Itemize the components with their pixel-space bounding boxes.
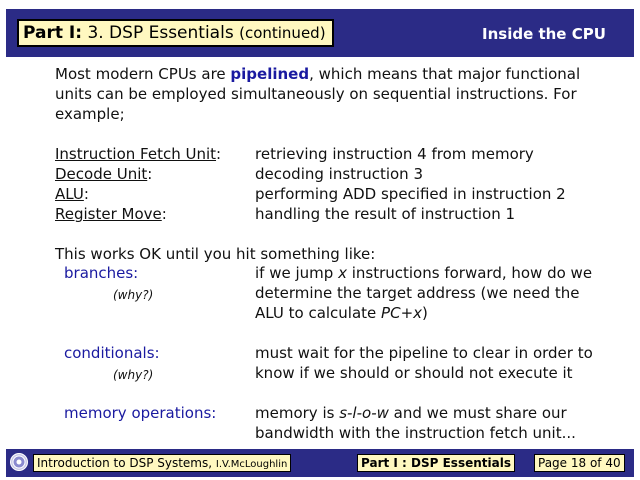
pipeline-unit [55,184,89,204]
hazards-intro: This works OK until you hit something like: [55,245,376,263]
unit-name: Register Move [55,205,162,223]
section-title: Inside the CPU [482,25,606,43]
pipeline-desc: retrieving instruction 4 from memory [255,145,534,163]
pipeline-desc: performing ADD specified in instruction 2 [255,185,566,203]
pipeline-unit [55,204,167,224]
branches-label: branches: [64,264,139,282]
slide-title [17,19,334,47]
text: if we jump [255,264,339,282]
pipelined-keyword: pipelined [230,65,310,83]
university-logo-icon [10,453,28,471]
conditionals-label: conditionals: [64,344,160,362]
var-x: x [338,264,347,282]
pipeline-desc: handling the result of instruction 1 [255,205,516,223]
pipeline-desc: decoding instruction 3 [255,165,423,183]
part-label: Part I: [23,23,83,43]
branches-why: (why?) [113,288,154,302]
memory-line-1 [255,403,567,423]
var-slow: s-l-o-w [339,404,389,422]
var-pc-x: PC+x [381,304,423,322]
conditionals-line-1: must wait for the pipeline to clear in order to [255,344,593,362]
text: and we must share our [388,404,567,422]
text: ) [422,304,428,322]
course-author: I.V.McLoughlin [215,459,288,470]
course-title: Introduction to DSP Systems, [37,456,213,470]
title-text: 3. DSP Essentials [87,23,234,43]
text: ALU to calculate [255,304,382,322]
page-number: Page 18 of 40 [534,454,625,472]
unit-sep: : [147,165,153,183]
branches-line-3 [255,303,428,323]
branches-line-2: determine the target address (we need the [255,284,580,302]
footer-course [33,454,291,472]
memory-line-2: bandwidth with the instruction fetch unit... [255,424,576,442]
conditionals-why: (why?) [113,368,154,382]
unit-sep: : [83,185,89,203]
text: instructions forward, how do we [346,264,593,282]
intro-line-2: units can be employed simultaneously on sequential instructions. For [55,85,577,103]
memory-label: memory operations: [64,404,217,422]
intro-line-1 [55,64,580,84]
unit-name: ALU [55,185,84,203]
text: memory is [255,404,340,422]
branches-line-1 [255,263,592,283]
intro-text: , which means that major functional [309,65,581,83]
unit-sep: : [161,205,167,223]
pipeline-unit [55,144,221,164]
title-subtitle: (continued) [239,24,326,42]
intro-line-3: example; [55,105,125,123]
unit-sep: : [216,145,222,163]
intro-text: Most modern CPUs are [55,65,231,83]
conditionals-line-2: know if we should or should not execute it [255,364,573,382]
footer-part: Part I : DSP Essentials [357,454,515,472]
pipeline-unit [55,164,152,184]
unit-name: Decode Unit [55,165,148,183]
unit-name: Instruction Fetch Unit [55,145,217,163]
